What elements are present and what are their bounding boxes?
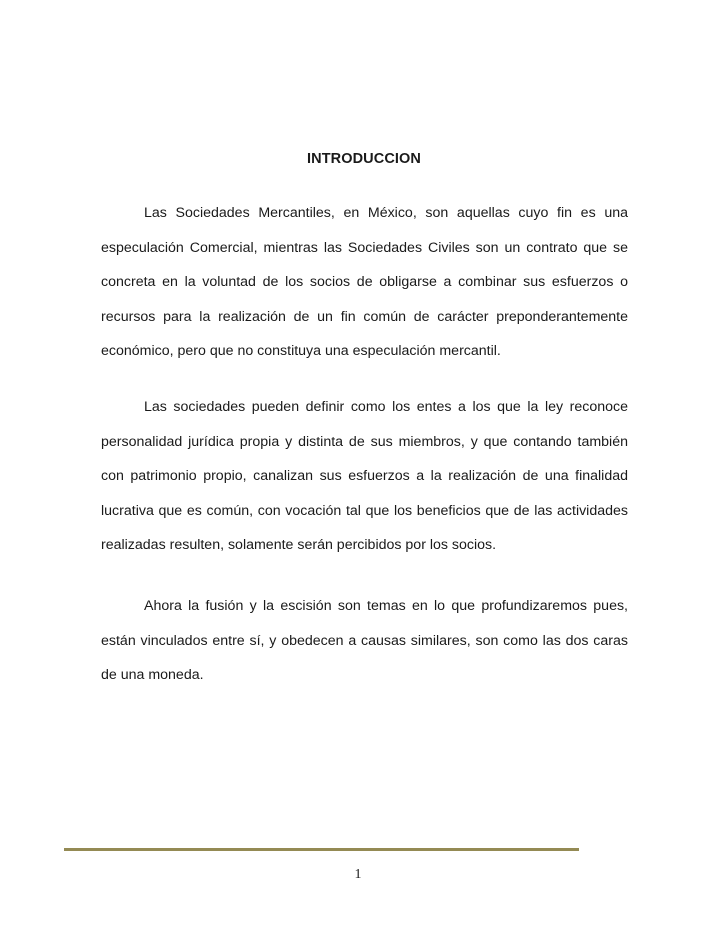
paragraph-1-text: Las Sociedades Mercantiles, en México, son aquellas cuyo fin es una especulación Comercial, mientras las Sociedades Civiles son un contrato que se concreta en la voluntad de los socios de obligarse a combinar sus esfuerzos o recursos para la realización de un fin común de carácter preponderantemente económico, pero que no constituya una especulación mercantil. (101, 205, 628, 359)
paragraph-3-text: Ahora la fusión y la escisión son temas en lo que profundizaremos pues, están vinculados entre sí, y obedecen a causas similares, son como las dos caras de una moneda. (101, 598, 628, 683)
paragraph-3 (101, 589, 628, 693)
paragraph-1 (101, 196, 628, 369)
paragraph-2-text: Las sociedades pueden definir como los entes a los que la ley reconoce personalidad jurídica propia y distinta de sus miembros, y que contando también con patrimonio propio, canalizan sus esfuerzos a la realización de una finalidad lucrativa que es común, con vocación tal que los beneficios que de las actividades realizadas resulten, solamente serán percibidos por los socios. (101, 399, 628, 553)
page-number: 1 (354, 867, 362, 882)
page-title: INTRODUCCION (307, 151, 421, 167)
paragraph-2 (101, 390, 628, 563)
footer-divider (64, 848, 579, 851)
